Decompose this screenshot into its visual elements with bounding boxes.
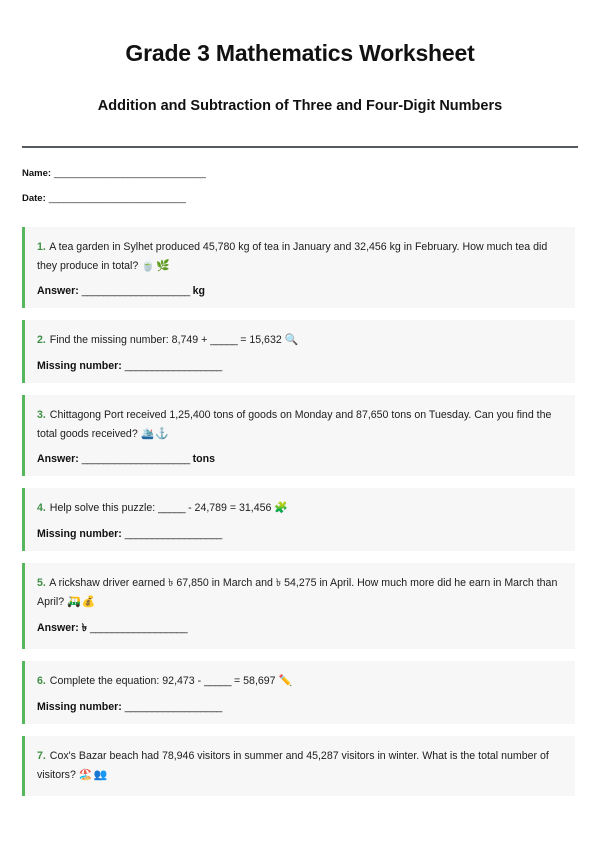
page-title: Grade 3 Mathematics Worksheet — [125, 40, 475, 66]
date-field-label: Date: — [22, 192, 46, 204]
answer-label: Missing number: — [37, 527, 122, 540]
name-field-row — [22, 168, 578, 179]
answer-blank[interactable]: ____________________ — [81, 453, 190, 466]
question-text — [37, 747, 561, 785]
question-body: Chittagong Port received 1,25,400 tons of goods on Monday and 87,650 tons on Tuesday. Can you find the total goods received? — [37, 408, 552, 440]
answer-label: Answer: — [37, 453, 79, 466]
question-text — [37, 238, 561, 276]
answer-row — [37, 528, 561, 540]
question-body: Cox's Bazar beach had 78,946 visitors in summer and 45,287 visitors in winter. What is the total number of visitors? — [37, 749, 549, 781]
question-text — [37, 499, 561, 519]
answer-blank[interactable]: __________________ — [124, 527, 222, 540]
name-field-label: Name: — [22, 167, 52, 179]
inline-answer-blank[interactable]: _____ — [204, 675, 232, 688]
question-emoji-icon: 🔍 — [284, 334, 300, 347]
answer-label: Answer: — [37, 622, 79, 635]
question-card — [22, 488, 575, 551]
answer-row — [37, 621, 561, 638]
question-number: 2. — [37, 334, 46, 347]
answer-row — [37, 285, 561, 297]
question-card — [22, 227, 575, 308]
answer-row — [37, 360, 561, 372]
date-field-row — [22, 193, 578, 204]
answer-blank[interactable]: ____________________ — [81, 285, 190, 298]
page-subtitle: Addition and Subtraction of Three and Four-Digit Numbers — [97, 97, 503, 114]
question-number: 3. — [37, 408, 46, 421]
question-number: 1. — [37, 240, 46, 253]
answer-label: Missing number: — [37, 359, 122, 372]
question-emoji-icon: 🍵🌿 — [141, 259, 171, 272]
question-number: 7. — [37, 749, 46, 762]
question-text — [37, 672, 561, 692]
question-body-tail: - 24,789 = 31,456 — [188, 502, 272, 515]
question-body: Help solve this puzzle: — [49, 502, 156, 515]
answer-unit: tons — [192, 453, 216, 466]
question-emoji-icon: 🏖️👥 — [78, 768, 109, 781]
question-emoji-icon: 🛺💰 — [67, 595, 97, 608]
question-number: 5. — [37, 576, 46, 589]
question-list — [22, 218, 578, 796]
answer-row — [37, 701, 561, 713]
question-text — [37, 406, 561, 444]
question-body-tail: = 15,632 — [240, 334, 282, 347]
question-number: 6. — [37, 675, 46, 688]
question-body: Find the missing number: 8,749 + — [49, 334, 208, 347]
question-body-tail: = 58,697 — [234, 675, 276, 688]
question-card — [22, 395, 575, 476]
date-input[interactable]: ____________________________ — [48, 192, 186, 204]
name-input[interactable]: _______________________________ — [54, 167, 206, 179]
question-text — [37, 574, 561, 612]
answer-blank[interactable]: __________________ — [124, 359, 222, 372]
question-card — [22, 563, 575, 649]
question-emoji-icon: 🛳️⚓ — [140, 427, 171, 440]
question-body: A rickshaw driver earned ৳ 67,850 in March and ৳ 54,275 in April. How much more did he earn in March than April? — [37, 576, 558, 608]
answer-label: Answer: — [37, 285, 79, 298]
question-card — [22, 736, 575, 796]
student-fields — [22, 148, 578, 204]
inline-answer-blank[interactable]: _____ — [158, 502, 186, 515]
worksheet-header — [22, 0, 578, 148]
question-card — [22, 320, 575, 383]
question-number: 4. — [37, 502, 46, 515]
answer-row — [37, 453, 561, 465]
question-text — [37, 331, 561, 351]
answer-currency-symbol: ৳ — [81, 622, 88, 635]
question-card — [22, 661, 575, 724]
question-emoji-icon: 🧩 — [274, 502, 290, 515]
answer-label: Missing number: — [37, 700, 122, 713]
answer-blank[interactable]: __________________ — [124, 700, 222, 713]
answer-unit: kg — [192, 285, 206, 298]
question-emoji-icon: ✏️ — [278, 675, 294, 688]
question-body: A tea garden in Sylhet produced 45,780 kg of tea in January and 32,456 kg in February. How much tea did they produce in total? — [37, 240, 548, 272]
question-body: Complete the equation: 92,473 - — [49, 675, 202, 688]
answer-blank[interactable]: __________________ — [90, 622, 188, 635]
inline-answer-blank[interactable]: _____ — [210, 334, 238, 347]
